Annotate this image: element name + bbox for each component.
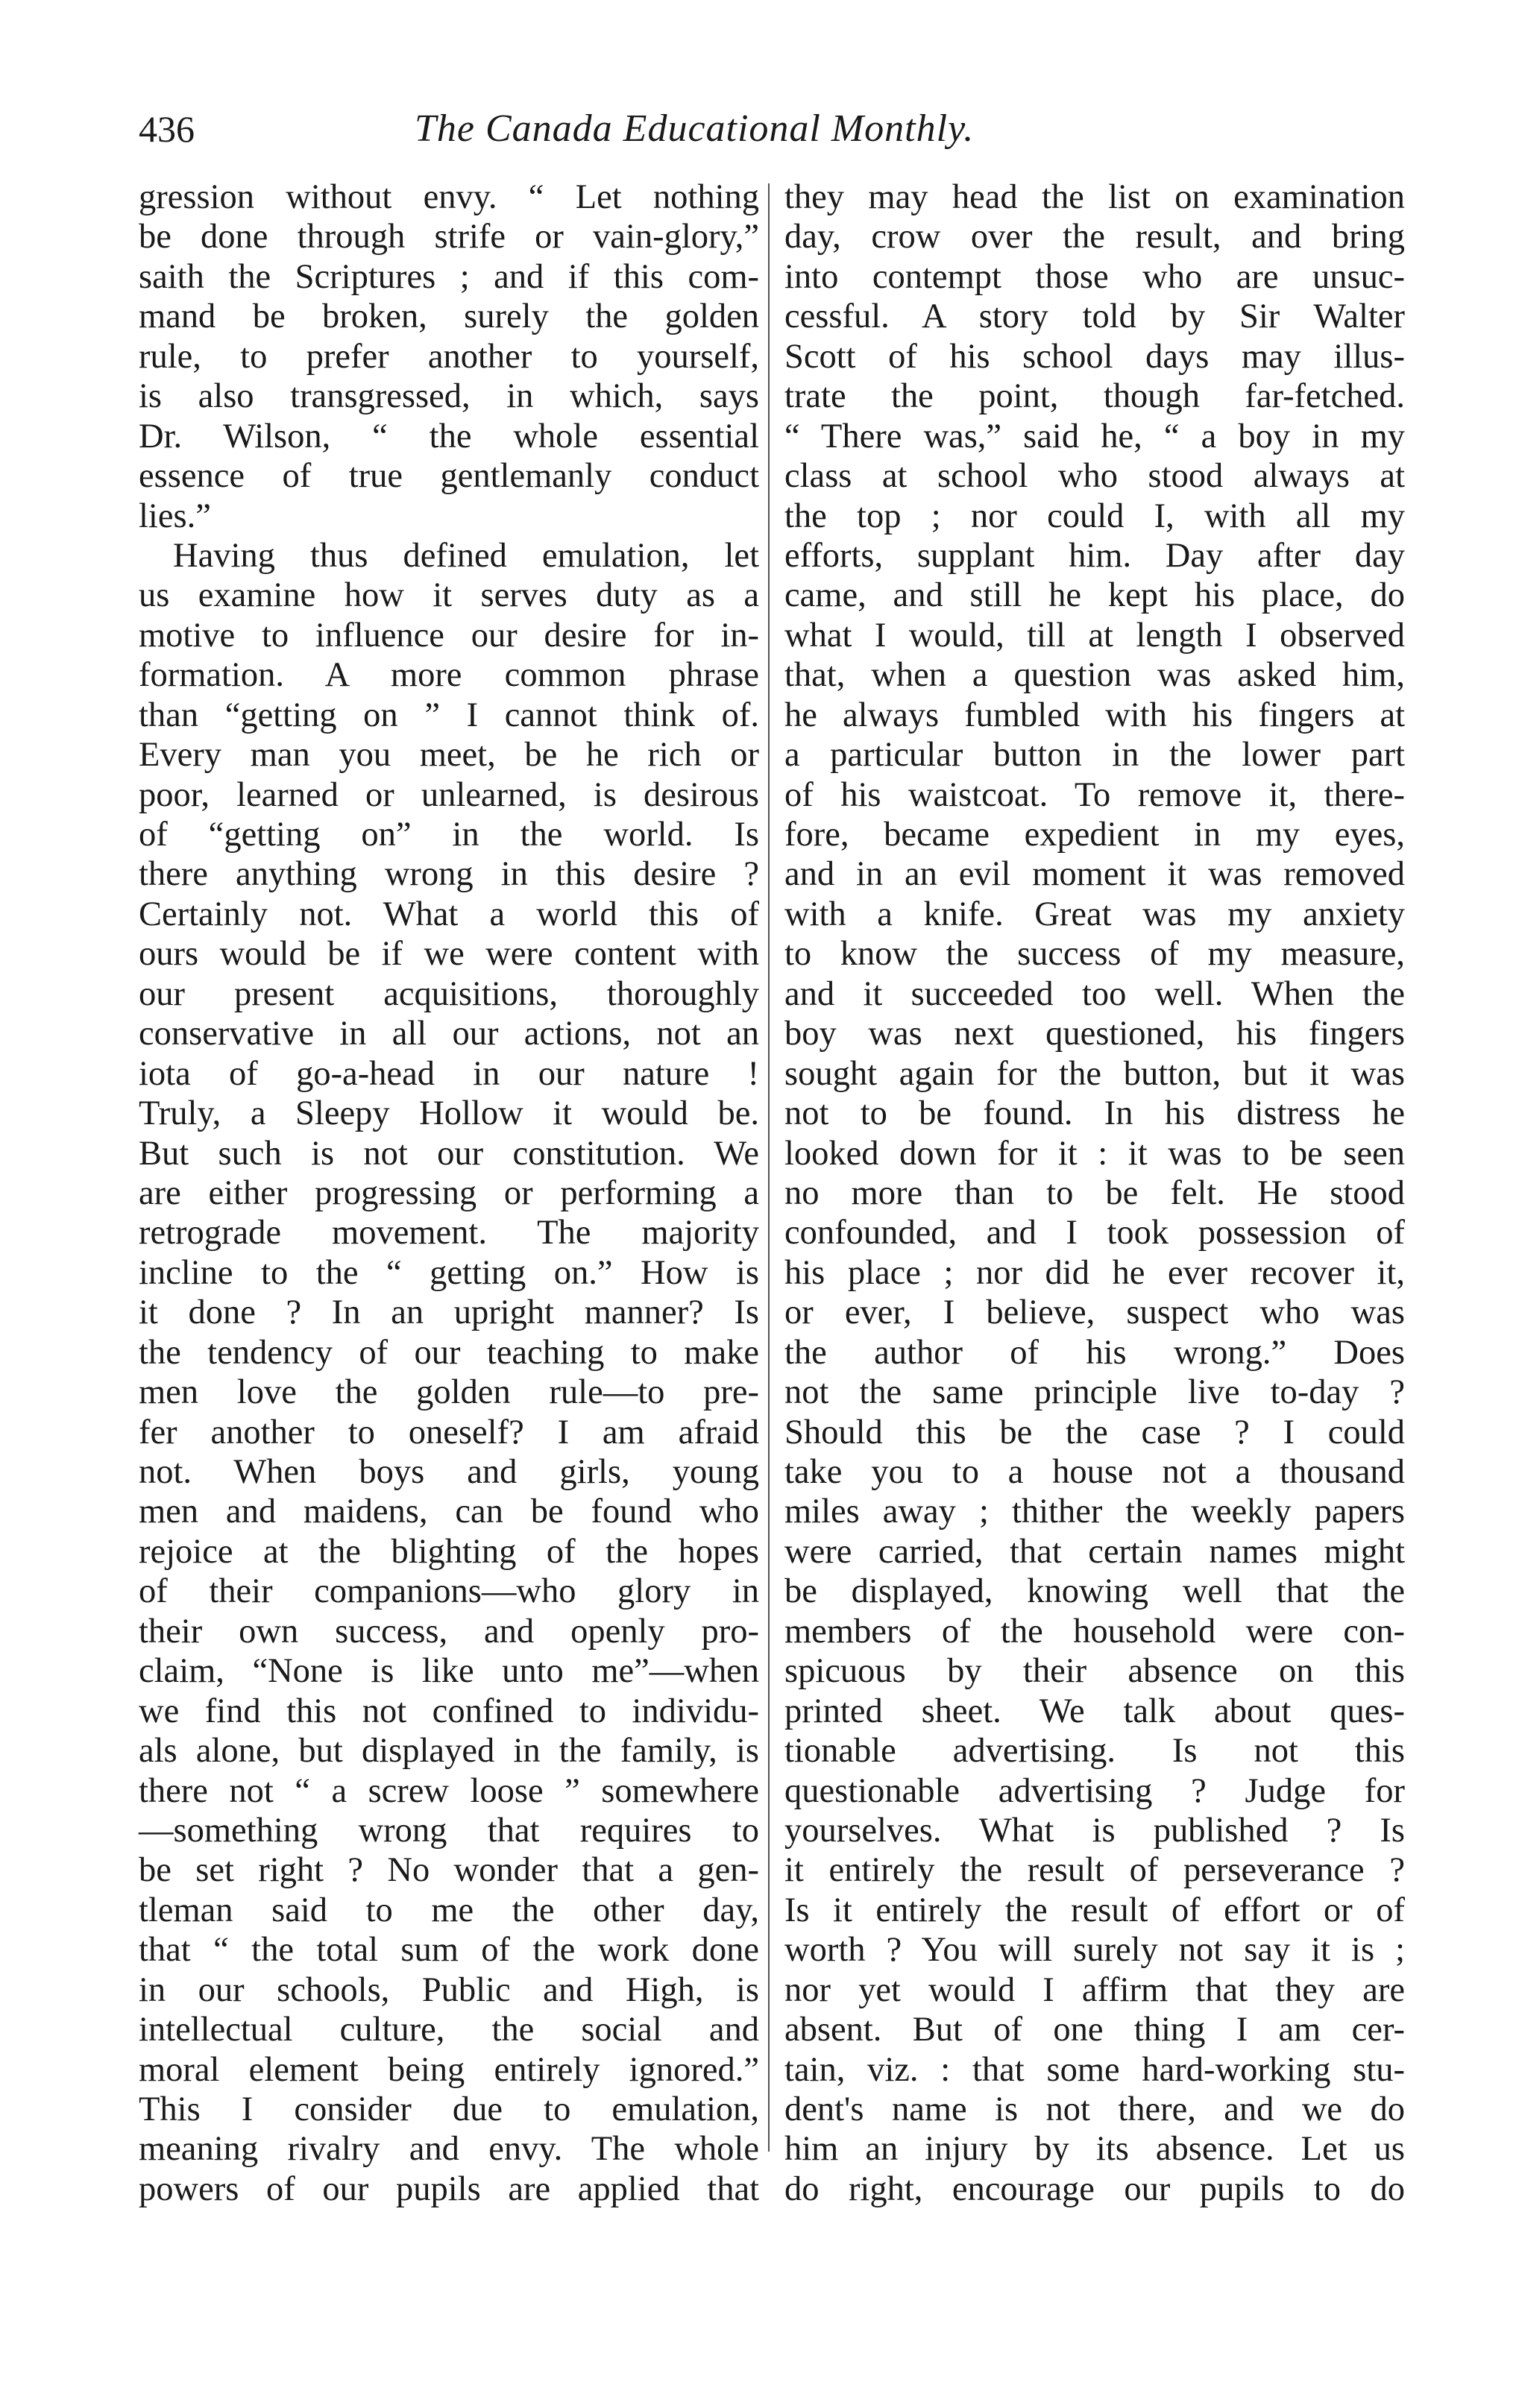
text-line: Is it entirely the result of effort or of bbox=[784, 1891, 1405, 1929]
text-line: Truly, a Sleepy Hollow it would be. bbox=[139, 1094, 759, 1133]
text-line: of their companions—who glory in bbox=[139, 1572, 759, 1611]
text-line: take you to a house not a thousand bbox=[784, 1453, 1405, 1491]
text-line: yourselves. What is published ? Is bbox=[784, 1811, 1405, 1850]
text-line: fore, became expedient in my eyes, bbox=[784, 816, 1405, 854]
text-line: be done through strife or vain-glory,” bbox=[139, 218, 759, 256]
text-line: that, when a question was asked him, bbox=[784, 656, 1405, 695]
text-line: tleman said to me the other day, bbox=[139, 1891, 759, 1929]
text-line: in our schools, Public and High, is bbox=[139, 1970, 759, 2009]
text-line: our present acquisitions, thoroughly bbox=[139, 974, 759, 1013]
text-line: the tendency of our teaching to make bbox=[139, 1333, 759, 1372]
text-line: do right, encourage our pupils to do bbox=[784, 2169, 1405, 2208]
text-line: This I consider due to emulation, bbox=[139, 2090, 759, 2128]
right-column bbox=[784, 177, 1405, 2209]
text-line: we find this not confined to individu- bbox=[139, 1692, 759, 1730]
text-line: came, and still he kept his place, do bbox=[784, 576, 1405, 615]
column-divider bbox=[768, 183, 770, 2152]
text-line: meaning rivalry and envy. The whole bbox=[139, 2130, 759, 2169]
text-line: it done ? In an upright manner? Is bbox=[139, 1293, 759, 1332]
text-line: motive to influence our desire for in- bbox=[139, 616, 759, 655]
text-line: gression without envy. “ Let nothing bbox=[139, 178, 759, 216]
text-line: incline to the “ getting on.” How is bbox=[139, 1253, 759, 1292]
text-line: him an injury by its absence. Let us bbox=[784, 2130, 1405, 2169]
text-line: there anything wrong in this desire ? bbox=[139, 855, 759, 894]
text-line: with a knife. Great was my anxiety bbox=[784, 895, 1405, 933]
text-line: efforts, supplant him. Day after day bbox=[784, 536, 1405, 575]
text-line: nor yet would I affirm that they are bbox=[784, 1970, 1405, 2009]
text-line: claim, “None is like unto me”—when bbox=[139, 1652, 759, 1691]
text-line: Should this be the case ? I could bbox=[784, 1413, 1405, 1452]
text-line: But such is not our constitution. We bbox=[139, 1134, 759, 1173]
text-line: worth ? You will surely not say it is ; bbox=[784, 1931, 1405, 1970]
text-line: there not “ a screw loose ” somewhere bbox=[139, 1771, 759, 1810]
text-line: day, crow over the result, and bring bbox=[784, 218, 1405, 256]
text-line: tionable advertising. Is not this bbox=[784, 1732, 1405, 1771]
text-line: and it succeeded too well. When the bbox=[784, 974, 1405, 1013]
text-line: is also transgressed, in which, says bbox=[139, 377, 759, 416]
text-line: men love the golden rule—to pre- bbox=[139, 1373, 759, 1412]
text-line: sought again for the button, but it was bbox=[784, 1054, 1405, 1093]
text-line: not to be found. In his distress he bbox=[784, 1094, 1405, 1133]
text-line: members of the household were con- bbox=[784, 1612, 1405, 1651]
text-line: of his waistcoat. To remove it, there- bbox=[784, 775, 1405, 814]
page-number: 436 bbox=[139, 108, 195, 150]
page-header bbox=[139, 95, 1391, 163]
text-line: lies.” bbox=[139, 497, 211, 535]
text-line: Dr. Wilson, “ the whole essential bbox=[139, 417, 759, 456]
text-line: saith the Scriptures ; and if this com- bbox=[139, 257, 759, 296]
text-line: were carried, that certain names might bbox=[784, 1532, 1405, 1571]
text-line: “ There was,” said he, “ a boy in my bbox=[784, 417, 1405, 456]
running-title: The Canada Educational Monthly. bbox=[415, 107, 975, 150]
text-line: and in an evil moment it was removed bbox=[784, 855, 1405, 894]
text-line: not the same principle live to-day ? bbox=[784, 1373, 1405, 1412]
text-line: no more than to be felt. He stood bbox=[784, 1173, 1405, 1212]
text-line: trate the point, though far-fetched. bbox=[784, 377, 1405, 416]
text-line: questionable advertising ? Judge for bbox=[784, 1771, 1405, 1810]
text-line: men and maidens, can be found who bbox=[139, 1493, 759, 1531]
text-line: iota of go-a-head in our nature ! bbox=[139, 1054, 759, 1093]
text-line: are either progressing or performing a bbox=[139, 1173, 759, 1212]
text-line: intellectual culture, the social and bbox=[139, 2011, 759, 2049]
text-line: be set right ? No wonder that a gen- bbox=[139, 1851, 759, 1890]
text-line: they may head the list on examination bbox=[784, 178, 1405, 216]
text-line: not. When boys and girls, young bbox=[139, 1453, 759, 1491]
text-line: Having thus defined emulation, let bbox=[173, 536, 759, 575]
text-line: of “getting on” in the world. Is bbox=[139, 816, 759, 854]
text-line: the top ; nor could I, with all my bbox=[784, 497, 1405, 535]
text-line: class at school who stood always at bbox=[784, 457, 1405, 496]
text-line: into contempt those who are unsuc- bbox=[784, 257, 1405, 296]
text-line: confounded, and I took possession of bbox=[784, 1214, 1405, 1252]
text-line: his place ; nor did he ever recover it, bbox=[784, 1253, 1405, 1292]
text-line: absent. But of one thing I am cer- bbox=[784, 2011, 1405, 2049]
left-column bbox=[139, 177, 759, 2209]
text-line: the author of his wrong.” Does bbox=[784, 1333, 1405, 1372]
text-line: ours would be if we were content with bbox=[139, 935, 759, 974]
text-line: retrograde movement. The majority bbox=[139, 1214, 759, 1252]
text-line: miles away ; thither the weekly papers bbox=[784, 1493, 1405, 1531]
text-line: to know the success of my measure, bbox=[784, 935, 1405, 974]
text-line: essence of true gentlemanly conduct bbox=[139, 457, 759, 496]
text-line: moral element being entirely ignored.” bbox=[139, 2050, 759, 2089]
text-line: rejoice at the blighting of the hopes bbox=[139, 1532, 759, 1571]
text-line: Scott of his school days may illus- bbox=[784, 337, 1405, 376]
text-line: boy was next questioned, his fingers bbox=[784, 1015, 1405, 1053]
text-line: fer another to oneself? I am afraid bbox=[139, 1413, 759, 1452]
text-line: or ever, I believe, suspect who was bbox=[784, 1293, 1405, 1332]
text-line: Certainly not. What a world this of bbox=[139, 895, 759, 933]
text-line: poor, learned or unlearned, is desirous bbox=[139, 775, 759, 814]
text-line: their own success, and openly pro- bbox=[139, 1612, 759, 1651]
text-line: tain, viz. : that some hard-working stu- bbox=[784, 2050, 1405, 2089]
text-line: a particular button in the lower part bbox=[784, 736, 1405, 775]
text-line: he always fumbled with his fingers at bbox=[784, 696, 1405, 734]
text-line: powers of our pupils are applied that bbox=[139, 2169, 759, 2208]
text-line: spicuous by their absence on this bbox=[784, 1652, 1405, 1691]
text-line: printed sheet. We talk about ques- bbox=[784, 1692, 1405, 1730]
text-line: rule, to prefer another to yourself, bbox=[139, 337, 759, 376]
text-line: formation. A more common phrase bbox=[139, 656, 759, 695]
text-line: als alone, but displayed in the family, is bbox=[139, 1732, 759, 1771]
text-line: than “getting on ” I cannot think of. bbox=[139, 696, 759, 734]
text-line: looked down for it : it was to be seen bbox=[784, 1134, 1405, 1173]
text-line: —something wrong that requires to bbox=[139, 1811, 759, 1850]
text-line: dent's name is not there, and we do bbox=[784, 2090, 1405, 2128]
text-line: it entirely the result of perseverance ? bbox=[784, 1851, 1405, 1890]
text-line: Every man you meet, be he rich or bbox=[139, 736, 759, 775]
text-line: what I would, till at length I observed bbox=[784, 616, 1405, 655]
text-line: conservative in all our actions, not an bbox=[139, 1015, 759, 1053]
text-line: cessful. A story told by Sir Walter bbox=[784, 297, 1405, 336]
text-line: mand be broken, surely the golden bbox=[139, 297, 759, 336]
text-line: be displayed, knowing well that the bbox=[784, 1572, 1405, 1611]
text-line: us examine how it serves duty as a bbox=[139, 576, 759, 615]
text-line: that “ the total sum of the work done bbox=[139, 1931, 759, 1970]
